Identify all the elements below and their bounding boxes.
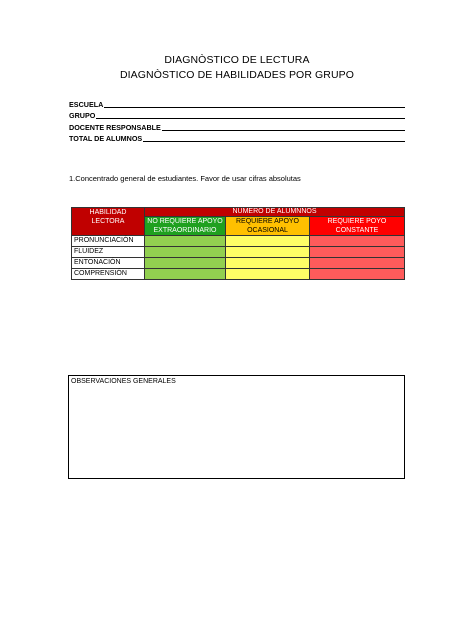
title-line-2: DIAGNÒSTICO DE HABILIDADES POR GRUPO — [119, 69, 355, 81]
table-row — [72, 236, 405, 247]
row-label: ENTONACIÓN — [72, 258, 145, 269]
cell-red[interactable] — [310, 258, 405, 269]
cell-green[interactable] — [145, 269, 226, 280]
header-habilidad: HABILIDAD LECTORA — [72, 208, 145, 236]
row-label: PRONUNCIACIÓN — [72, 236, 145, 247]
table-row — [72, 247, 405, 258]
field-label: ESCUELA — [69, 99, 104, 109]
field-label: DOCENTE RESPONSABLE — [69, 122, 161, 132]
field-underline[interactable] — [96, 110, 405, 119]
header-ocasional: REQUIERE APOYO OCASIONAL — [226, 217, 310, 236]
header-no-requiere: NO REQUIERE APOYO EXTRAORDINARIO — [145, 217, 226, 236]
table-row — [72, 258, 405, 269]
field-underline[interactable] — [104, 99, 405, 108]
observations-label: OBSERVACIONES GENERALES — [71, 378, 176, 385]
header-numero-alumnos: NUMERO DE ALUMNNOS — [145, 208, 405, 217]
field-label: GRUPO — [69, 111, 96, 120]
cell-yellow[interactable] — [226, 236, 310, 247]
field-grupo[interactable] — [69, 109, 405, 121]
section-instruction: 1.Concentrado general de estudiantes. Favor de usar cifras absolutas — [69, 174, 301, 183]
cell-green[interactable] — [145, 236, 226, 247]
field-underline[interactable] — [162, 122, 405, 131]
cell-yellow[interactable] — [226, 258, 310, 269]
document-title — [0, 53, 474, 83]
cell-red[interactable] — [310, 236, 405, 247]
cell-red[interactable] — [310, 269, 405, 280]
row-label: FLUIDEZ — [72, 247, 145, 258]
title-line-1: DIAGNÒSTICO DE LECTURA — [164, 54, 310, 66]
header-constante: REQUIERE POYO CONSTANTE — [310, 217, 405, 236]
cell-yellow[interactable] — [226, 247, 310, 258]
field-label: TOTAL DE ALUMNOS — [69, 134, 143, 143]
cell-green[interactable] — [145, 247, 226, 258]
cell-green[interactable] — [145, 258, 226, 269]
form-fields — [69, 97, 405, 143]
table-row — [72, 269, 405, 280]
cell-yellow[interactable] — [226, 269, 310, 280]
row-label: COMPRENSIÓN — [72, 269, 145, 280]
field-escuela[interactable] — [69, 97, 405, 109]
field-underline[interactable] — [143, 133, 405, 142]
skills-table — [71, 207, 405, 280]
field-total-alumnos[interactable] — [69, 132, 405, 144]
observations-box[interactable] — [68, 375, 405, 479]
field-docente[interactable] — [69, 120, 405, 132]
cell-red[interactable] — [310, 247, 405, 258]
